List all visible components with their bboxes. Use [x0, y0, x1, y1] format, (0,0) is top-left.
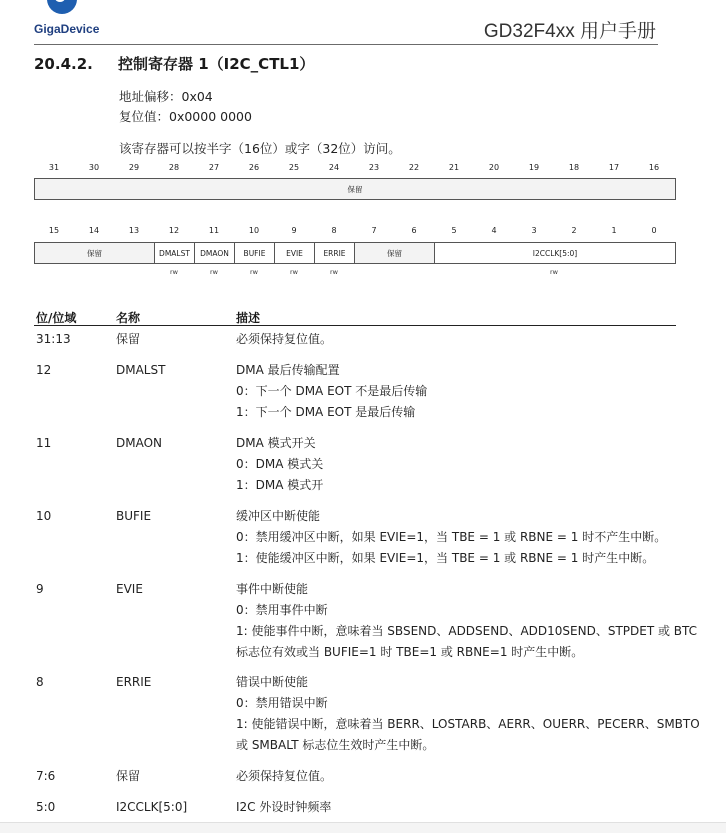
bit-number: 0	[651, 226, 657, 235]
bit-number: 5	[451, 226, 457, 235]
bit-number: 20	[488, 163, 500, 172]
bit-number: 30	[88, 163, 100, 172]
register-field: DMAON	[195, 243, 235, 263]
access-type: rw	[170, 268, 178, 276]
row-bits: 8	[36, 675, 44, 689]
row-field-name: BUFIE	[116, 509, 152, 523]
description-line: 1: 使能事件中断，意味着当 SBSEND、ADDSEND、ADD10SEND、STPDET 或 BTC	[236, 624, 698, 638]
register-field: I2CCLK[5:0]	[435, 243, 675, 263]
address-offset: 地址偏移：0x04	[119, 89, 213, 104]
bit-number: 14	[88, 226, 100, 235]
description-line: 0：禁用事件中断	[236, 603, 328, 617]
bit-number: 9	[291, 226, 297, 235]
row-bits: 11	[36, 436, 52, 450]
upper-register-row	[34, 178, 676, 200]
bit-number: 19	[528, 163, 540, 172]
row-bits: 7:6	[36, 769, 56, 783]
header-desc: 描述	[236, 311, 261, 325]
row-description	[236, 360, 681, 423]
bit-number: 11	[208, 226, 220, 235]
row-description	[236, 797, 681, 818]
bit-number: 27	[208, 163, 220, 172]
bit-number: 21	[448, 163, 460, 172]
description-line: 1：下一个 DMA EOT 是最后传输	[236, 405, 416, 419]
row-description	[236, 433, 681, 496]
description-line: 1: 使能错误中断，意味着当 BERR、LOSTARB、AERR、OUERR、PECERR、SMBTO	[236, 717, 700, 731]
upper-bit-numbers	[34, 163, 676, 177]
description-line: DMA 模式开关	[236, 436, 316, 450]
section-number: 20.4.2.	[34, 55, 93, 73]
logo-text: GigaDevice	[34, 22, 100, 36]
description-line: 0：DMA 模式关	[236, 457, 324, 471]
bit-number: 13	[128, 226, 140, 235]
row-description	[236, 766, 681, 787]
page-footer-band	[0, 822, 726, 833]
description-line: 事件中断使能	[236, 582, 309, 596]
row-field-name: 保留	[116, 332, 141, 346]
reset-value: 复位值：0x0000 0000	[119, 109, 252, 124]
register-field: ERRIE	[315, 243, 355, 263]
register-field: EVIE	[275, 243, 315, 263]
table-header	[34, 308, 676, 326]
bit-number: 4	[491, 226, 497, 235]
access-types	[34, 268, 676, 280]
bit-number: 22	[408, 163, 420, 172]
bit-number: 25	[288, 163, 300, 172]
lower-register-row	[34, 242, 676, 264]
description-line: 1：使能缓冲区中断，如果 EVIE=1，当 TBE = 1 或 RBNE = 1 时产生中断。	[236, 551, 655, 565]
bit-number: 24	[328, 163, 340, 172]
bit-number: 18	[568, 163, 580, 172]
row-bits: 12	[36, 363, 52, 377]
description-line: 0：禁用缓冲区中断，如果 EVIE=1，当 TBE = 1 或 RBNE = 1 时不产生中断。	[236, 530, 667, 544]
access-type: rw	[290, 268, 298, 276]
section-title: 控制寄存器 1（I2C_CTL1）	[118, 55, 315, 73]
register-field: DMALST	[155, 243, 195, 263]
lower-bit-numbers	[34, 226, 676, 240]
bit-number: 7	[371, 226, 377, 235]
access-type: rw	[550, 268, 558, 276]
access-note: 该寄存器可以按半字（16位）或字（32位）访问。	[119, 141, 401, 156]
access-type: rw	[210, 268, 218, 276]
description-line: 错误中断使能	[236, 675, 309, 689]
page-header	[0, 0, 726, 46]
description-line: 缓冲区中断使能	[236, 509, 321, 523]
row-description	[236, 329, 681, 350]
header-bits: 位/位域	[36, 311, 77, 325]
row-description	[236, 506, 681, 569]
description-line: 必须保持复位值。	[236, 332, 333, 346]
bit-number: 17	[608, 163, 620, 172]
bit-number: 15	[48, 226, 60, 235]
description-line: 1：DMA 模式开	[236, 478, 324, 492]
bit-number: 1	[611, 226, 617, 235]
row-bits: 9	[36, 582, 44, 596]
register-field: 保留	[35, 243, 155, 263]
bit-number: 26	[248, 163, 260, 172]
description-line: 0：禁用错误中断	[236, 696, 328, 710]
bit-number: 8	[331, 226, 337, 235]
bit-number: 28	[168, 163, 180, 172]
section-heading	[34, 53, 314, 74]
document-title: GD32F4xx 用户手册	[483, 21, 656, 42]
bit-number: 3	[531, 226, 537, 235]
header-name: 名称	[116, 311, 141, 325]
row-field-name: DMAON	[116, 436, 163, 450]
description-line: 或 SMBALT 标志位生效时产生中断。	[236, 738, 435, 752]
register-field: 保留	[347, 184, 363, 194]
row-field-name: I2CCLK[5:0]	[116, 800, 188, 814]
bit-number: 12	[168, 226, 180, 235]
row-bits: 5:0	[36, 800, 56, 814]
bit-number: 16	[648, 163, 660, 172]
row-description	[236, 579, 698, 663]
gigadevice-logo-icon	[47, 0, 77, 14]
header-divider	[34, 44, 658, 45]
description-line: 0：下一个 DMA EOT 不是最后传输	[236, 384, 428, 398]
description-line: DMA 最后传输配置	[236, 363, 340, 377]
bit-number: 31	[48, 163, 60, 172]
bit-number: 2	[571, 226, 577, 235]
row-bits: 31:13	[36, 332, 71, 346]
access-type: rw	[250, 268, 258, 276]
row-field-name: 保留	[116, 769, 141, 783]
bit-number: 29	[128, 163, 140, 172]
bit-number: 23	[368, 163, 380, 172]
row-field-name: DMALST	[116, 363, 166, 377]
bit-number: 10	[248, 226, 260, 235]
description-line: 必须保持复位值。	[236, 769, 333, 783]
row-field-name: EVIE	[116, 582, 143, 596]
description-line: I2C 外设时钟频率	[236, 800, 332, 814]
access-type: rw	[330, 268, 338, 276]
register-field: 保留	[355, 243, 435, 263]
row-bits: 10	[36, 509, 52, 523]
row-description	[236, 672, 700, 756]
row-field-name: ERRIE	[116, 675, 152, 689]
description-line: 标志位有效或当 BUFIE=1 时 TBE=1 或 RBNE=1 时产生中断。	[236, 645, 584, 659]
bit-number: 6	[411, 226, 417, 235]
register-field: BUFIE	[235, 243, 275, 263]
